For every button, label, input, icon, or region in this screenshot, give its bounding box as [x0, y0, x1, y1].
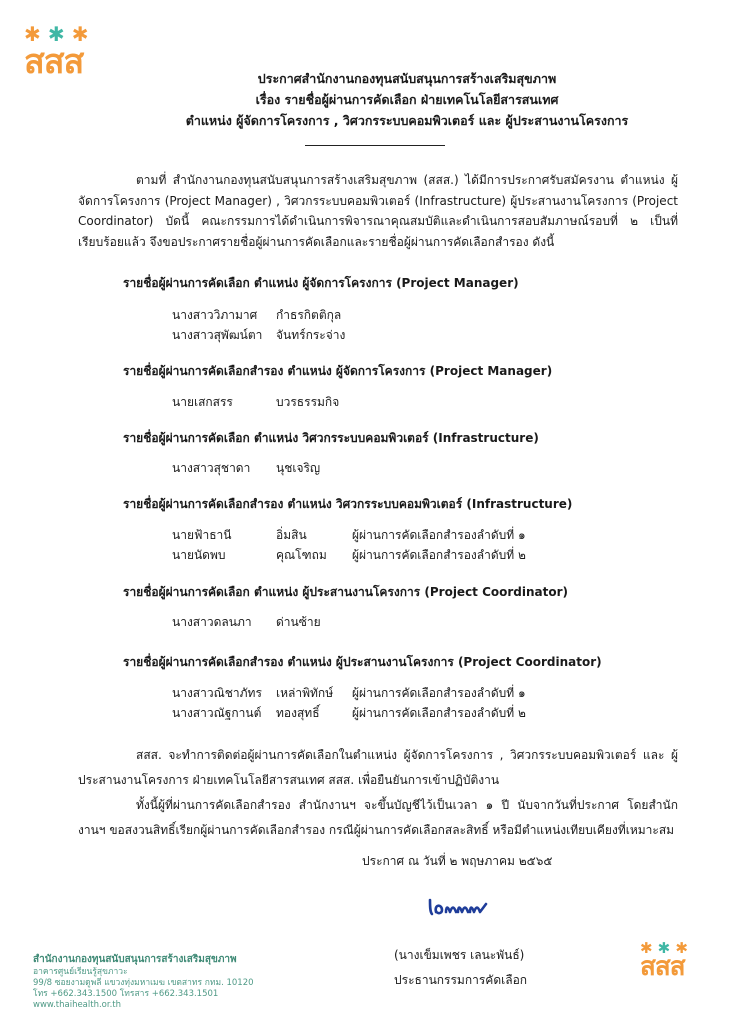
- section-title: รายชื่อผู้ผ่านการคัดเลือกสำรอง ตำแหน่ง วิศวกรระบบคอมพิวเตอร์ (Infrastructure): [123, 497, 573, 511]
- header-line-1: ประกาศสำนักงานกองทุนสนับสนุนการสร้างเสริมสุขภาพ: [257, 71, 557, 86]
- name-last: ด่านซ้าย: [276, 615, 321, 629]
- name-note: ผู้ผ่านการคัดเลือกสำรองลำดับที่ ๑: [352, 686, 526, 700]
- signer-title: ประธานกรรมการคัดเลือก: [394, 973, 528, 987]
- name-list: [172, 458, 352, 478]
- name-row: [172, 525, 526, 545]
- name-last: นุชเจริญ: [276, 461, 321, 475]
- closing-paragraph-1: สสส. จะทำการติดต่อผู้ผ่านการคัดเลือกในตำแหน่ง ผู้จัดการโครงการ , วิศวกรระบบคอมพิวเตอร์ และ ผู้ประสานงานโครงการ ฝ่ายเทคโนโลยีสารสนเทศ สสส. เพื่อยืนยันการเข้าปฏิบัติงาน: [78, 748, 678, 787]
- intro-paragraph: [78, 170, 678, 252]
- announcement-date: ประกาศ ณ วันที่ ๒ พฤษภาคม ๒๕๖๕: [362, 854, 553, 868]
- name-row: [172, 545, 526, 565]
- logo-wordmark: สสส: [640, 952, 685, 982]
- header-divider: [305, 145, 445, 146]
- name-note: ผู้ผ่านการคัดเลือกสำรองลำดับที่ ๒: [352, 548, 526, 562]
- closing-paragraph-2: ทั้งนี้ผู้ที่ผ่านการคัดเลือกสำรอง สำนักงานฯ จะขึ้นบัญชีไว้เป็นเวลา ๑ ปี นับจากวันที่ประกาศ โดยสำนักงานฯ ขอสงวนสิทธิ์เรียกผู้ผ่านการคัดเลือกสำรอง กรณีผู้ผ่านการคัดเลือกสละสิทธิ์ หรือมีตำแหน่งเทียบเคียงที่เหมาะสม: [78, 798, 678, 837]
- name-note: ผู้ผ่านการคัดเลือกสำรองลำดับที่ ๑: [352, 528, 526, 542]
- star-icon: ✱: [640, 939, 653, 957]
- name-row: [172, 612, 352, 632]
- name-row: [172, 703, 526, 723]
- name-last: กำธรกิตติกุล: [276, 308, 342, 322]
- name-first: นางสาวสุพัฒน์ตา: [172, 328, 263, 342]
- name-row: [172, 392, 352, 412]
- name-row: [172, 683, 526, 703]
- star-icon: ✱: [47, 22, 65, 46]
- name-last: คุณโฑถม: [276, 548, 327, 562]
- name-first: นางสาวณัฐกานต์: [172, 706, 262, 720]
- logo-wordmark: สสส: [24, 42, 84, 82]
- name-note: ผู้ผ่านการคัดเลือกสำรองลำดับที่ ๒: [352, 706, 526, 720]
- thaihealth-logo-footer: [640, 938, 710, 988]
- star-icon: ✱: [657, 939, 671, 957]
- name-last: บวรธรรมกิจ: [276, 395, 340, 409]
- name-list: [172, 612, 352, 632]
- footer-phone: โทร +662.343.1500 โทรสาร +662.343.1501: [33, 989, 219, 999]
- signature-image: [426, 894, 492, 924]
- footer-website[interactable]: www.thaihealth.or.th: [33, 1000, 122, 1010]
- footer-org-name: สำนักงานกองทุนสนับสนุนการสร้างเสริมสุขภาพ: [33, 954, 237, 965]
- footer-street: 99/8 ซอยงามดูพลี แขวงทุ่งมหาเมฆ เขตสาทร กทม. 10120: [33, 978, 254, 988]
- name-list: [172, 392, 352, 412]
- name-first: นางสาวดลนภา: [172, 615, 252, 629]
- name-row: [172, 305, 352, 325]
- name-list: [172, 683, 526, 723]
- section-title: รายชื่อผู้ผ่านการคัดเลือก ตำแหน่ง ผู้จัดการโครงการ (Project Manager): [123, 276, 519, 290]
- footer-building: อาคารศูนย์เรียนรู้สุขภาวะ: [33, 967, 128, 977]
- section-title: รายชื่อผู้ผ่านการคัดเลือก ตำแหน่ง ผู้ประสานงานโครงการ (Project Coordinator): [123, 585, 569, 599]
- name-first: นายนัดพบ: [172, 548, 226, 562]
- signer-block: [394, 943, 527, 993]
- name-first: นางสาวสุชาดา: [172, 461, 251, 475]
- signer-name: (นางเข็มเพชร เลนะพันธ์): [394, 948, 525, 962]
- name-last: เหล่าพิทักษ์: [276, 686, 334, 700]
- star-icon: ✱: [675, 939, 688, 957]
- name-row: [172, 458, 352, 478]
- name-first: นายเสกสรร: [172, 395, 233, 409]
- section-title: รายชื่อผู้ผ่านการคัดเลือกสำรอง ตำแหน่ง ผู้จัดการโครงการ (Project Manager): [123, 364, 553, 378]
- header-line-2: เรื่อง รายชื่อผู้ผ่านการคัดเลือก ฝ่ายเทคโนโลยีสารสนเทศ: [255, 92, 559, 107]
- intro-text: ตามที่ สำนักงานกองทุนสนับสนุนการสร้างเสริมสุขภาพ (สสส.) ได้มีการประกาศรับสมัครงาน ตำแหน่ง ผู้จัดการโครงการ (Project Manager) , วิศวกรระบบคอมพิวเตอร์ (Infrastructure) ผู้ประสานงานโครงการ (Project Coordinator) บัดนี้ คณะกรรมการได้ดำเนินการพิจารณาคุณสมบัติและดำเนินการสอบสัมภาษณ์รอบที่ ๒ เป็นที่เรียบร้อยแล้ว จึงขอประกาศรายชื่อผู้ผ่านการคัดเลือกและรายชื่อผู้ผ่านการคัดเลือกสำรอง ดังนี้: [78, 173, 678, 249]
- section-title: รายชื่อผู้ผ่านการคัดเลือก ตำแหน่ง วิศวกรระบบคอมพิวเตอร์ (Infrastructure): [123, 431, 539, 445]
- name-last: อิ่มสิน: [276, 528, 307, 542]
- name-first: นายฟ้าธานี: [172, 528, 232, 542]
- name-row: [172, 325, 352, 345]
- name-last: จันทร์กระจ่าง: [276, 328, 346, 342]
- star-icon: ✱: [71, 22, 89, 46]
- section-title: รายชื่อผู้ผ่านการคัดเลือกสำรอง ตำแหน่ง ผู้ประสานงานโครงการ (Project Coordinator): [123, 655, 602, 669]
- name-list: [172, 525, 526, 565]
- name-first: นางสาววิภามาศ: [172, 308, 258, 322]
- star-icon: ✱: [24, 22, 41, 46]
- name-last: ทองสุทธิ์: [276, 706, 320, 720]
- footer-address: [33, 954, 254, 1011]
- document-header: [0, 68, 744, 131]
- name-first: นางสาวณิชาภัทร: [172, 686, 262, 700]
- header-line-3: ตำแหน่ง ผู้จัดการโครงการ , วิศวกรระบบคอมพิวเตอร์ และ ผู้ประสานงานโครงการ: [185, 113, 629, 128]
- closing-paragraphs: [78, 743, 678, 843]
- name-list: [172, 305, 352, 345]
- signature-scribble: [426, 894, 492, 920]
